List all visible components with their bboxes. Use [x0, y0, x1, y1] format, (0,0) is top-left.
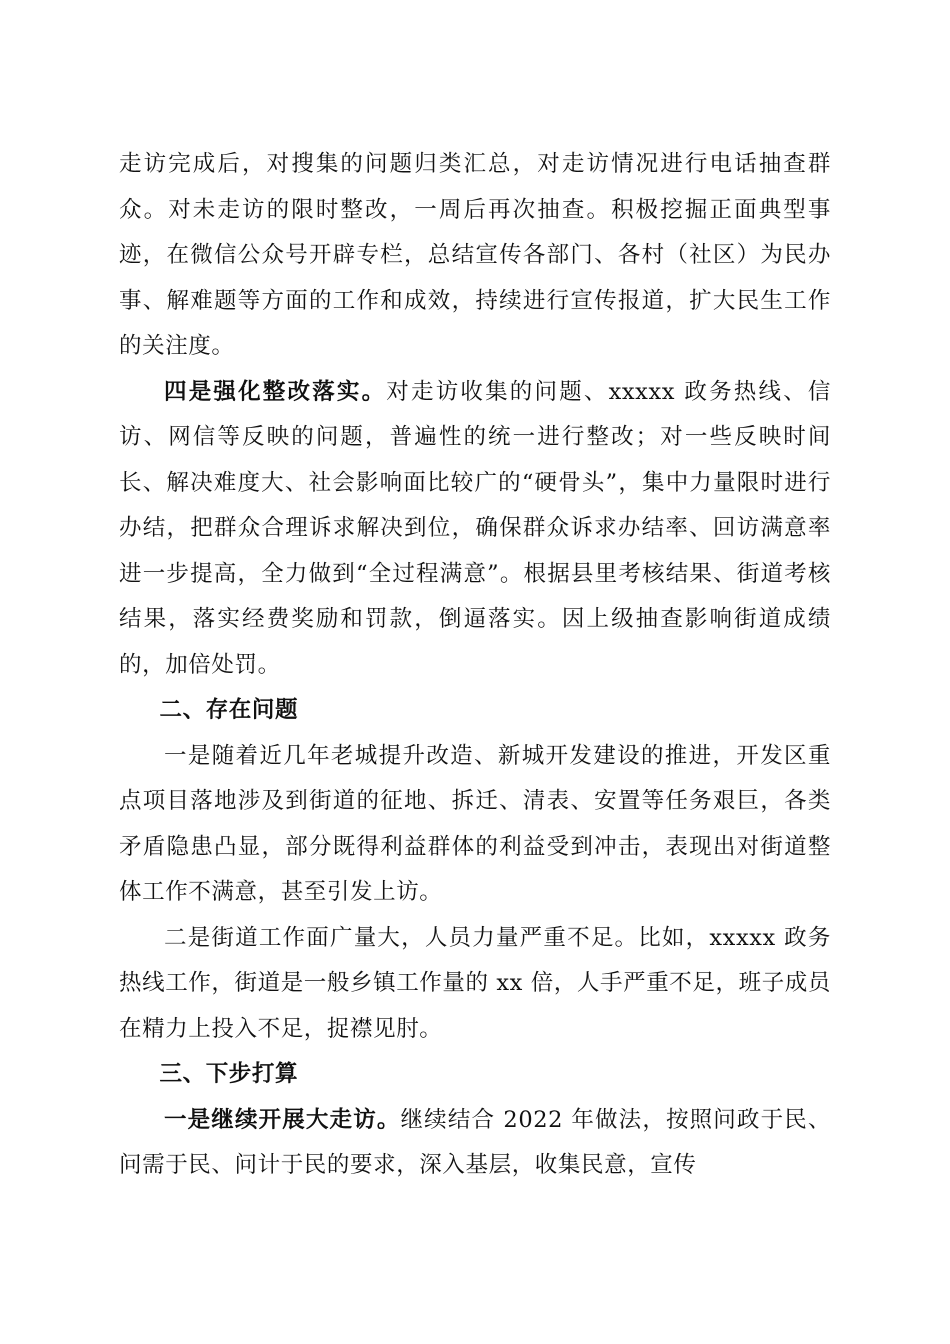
document-page: [119, 142, 831, 1189]
paragraph-rectification-lead: 四是强化整改落实。: [164, 378, 387, 405]
section-heading-problems: 二、存在问题: [159, 697, 299, 723]
paragraph-problem-two: 二是街道工作面广量大，人员力量严重不足。比如，xxxxx 政务热线工作，街道是一般乡镇工作量的 xx 倍，人手严重不足，班子成员在精力上投入不足，捉襟见肘。: [119, 924, 831, 1042]
section-heading-next-steps: 三、下步打算: [159, 1061, 299, 1087]
paragraph-visit-followup: 走访完成后，对搜集的问题归类汇总，对走访情况进行电话抽查群众。对未走访的限时整改，一周后再次抽查。积极挖掘正面典型事迹，在微信公众号开辟专栏，总结宣传各部门、各村（社区）为民办事、解难题等方面的工作和成效，持续进行宣传报道，扩大民生工作的关注度。: [119, 151, 831, 359]
paragraph-problem-one: 一是随着近几年老城提升改造、新城开发建设的推进，开发区重点项目落地涉及到街道的征地、拆迁、清表、安置等任务艰巨，各类矛盾隐患凸显，部分既得利益群体的利益受到冲击，表现出对街道整体工作不满意，甚至引发上访。: [119, 742, 831, 905]
paragraph-rectification-body: 对走访收集的问题、xxxxx 政务热线、信访、网信等反映的问题，普遍性的统一进行整改；对一些反映时间长、解决难度大、社会影响面比较广的“硬骨头”，集中力量限时进行办结，把群众合理诉求解决到位，确保群众诉求办结率、回访满意率进一步提高，全力做到“全过程满意”。根据县里考核结果、街道考核结果，落实经费奖励和罚款，倒逼落实。因上级抽查影响街道成绩的，加倍处罚。: [119, 378, 831, 678]
paragraph-next-step-one: [119, 1098, 831, 1189]
paragraph-rectification: [119, 370, 831, 689]
paragraph-next-step-one-lead: 一是继续开展大走访。: [164, 1106, 401, 1133]
paragraph-next-step-one-body: 继续结合 2022 年做法，按照问政于民、问需于民、问计于民的要求，深入基层，收集民意，宣传: [119, 1106, 831, 1178]
